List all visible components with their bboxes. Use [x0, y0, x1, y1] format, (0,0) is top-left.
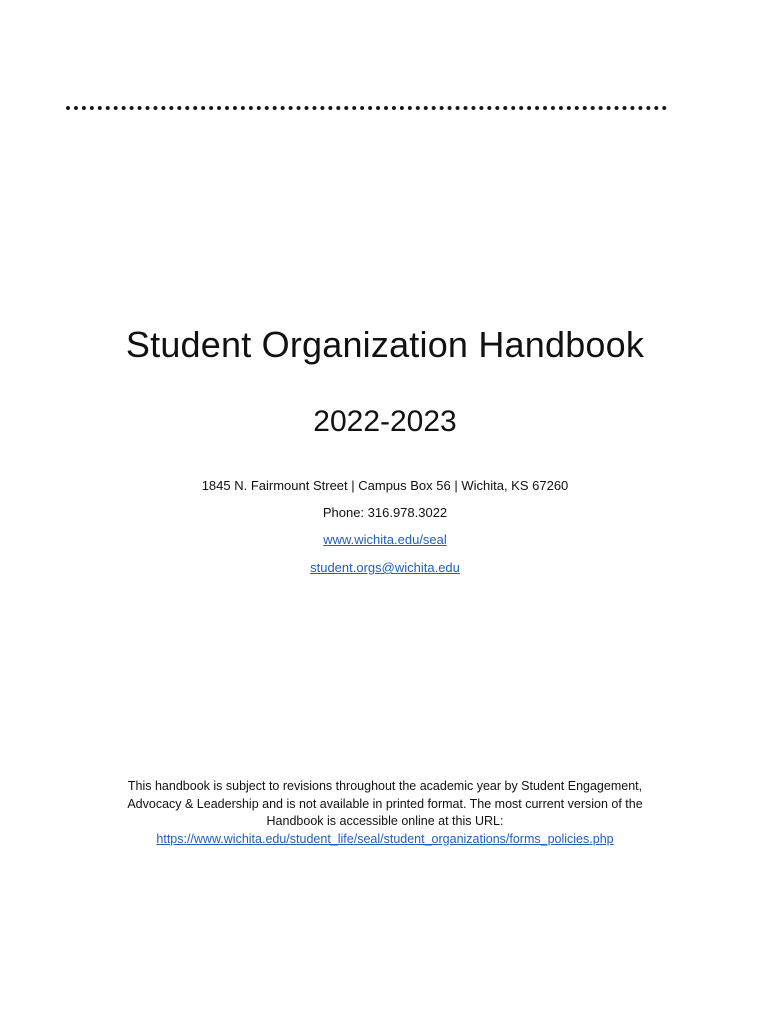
email-line: [0, 560, 770, 575]
handbook-url-link[interactable]: https://www.wichita.edu/student_life/seal/student_organizations/forms_policies.php: [156, 831, 614, 846]
handbook-year: 2022-2023: [313, 405, 457, 438]
dotted-divider: [66, 106, 667, 110]
phone-number: Phone: 316.978.3022: [322, 505, 448, 520]
website-line: [0, 532, 770, 547]
page-title: Student Organization Handbook: [125, 324, 645, 365]
revision-notice-text: This handbook is subject to revisions throughout the academic year by Student Engagement, Advocacy & Leadership and is not available in printed format. The most current version of the Handbook is accessible online at this URL:: [127, 779, 643, 828]
mailing-address: 1845 N. Fairmount Street | Campus Box 56 | Wichita, KS 67260: [201, 478, 569, 493]
email-link[interactable]: student.orgs@wichita.edu: [310, 560, 460, 575]
revision-notice: [100, 778, 670, 848]
website-link[interactable]: www.wichita.edu/seal: [323, 532, 447, 547]
